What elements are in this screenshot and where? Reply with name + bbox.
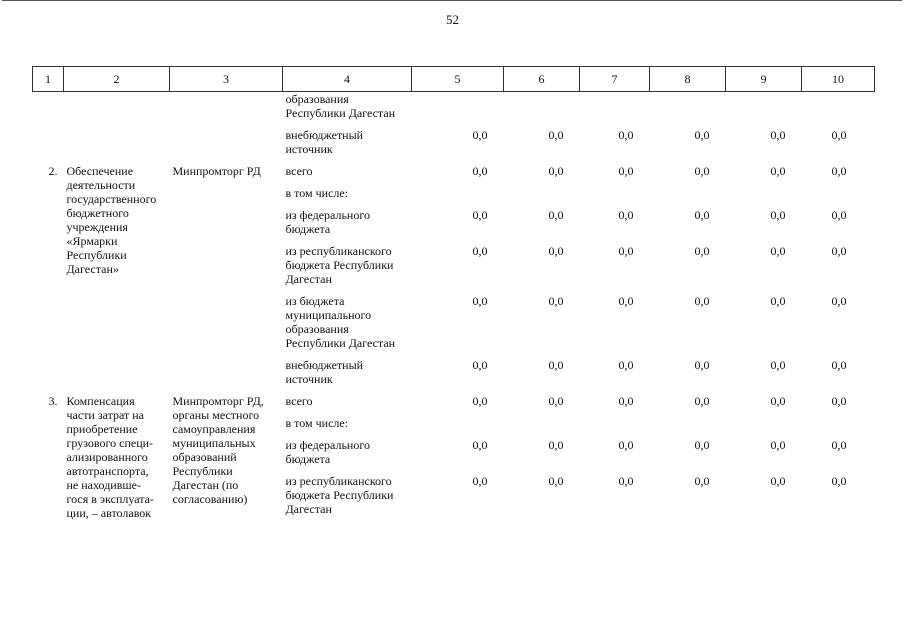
value-cell: 0,0 (548, 128, 564, 142)
value-cell (412, 92, 504, 121)
item-number: 3. (48, 394, 58, 408)
column-header: 9 (726, 67, 802, 92)
value-cell: 0,0 (618, 394, 634, 408)
spacer-cell (283, 200, 875, 208)
funding-source-cell: из республиканского бюджета Республики Дагестан (285, 474, 394, 516)
funding-source-cell: из федерального бюджета (285, 438, 370, 466)
spacer-cell (33, 120, 875, 128)
spacer-cell (283, 386, 875, 394)
spacer-cell (33, 156, 875, 164)
value-cell (802, 416, 875, 430)
value-cell: 0,0 (770, 358, 786, 372)
value-cell (504, 416, 580, 430)
value-cell: 0,0 (831, 394, 847, 408)
table-row (33, 164, 875, 178)
value-cell: 0,0 (770, 294, 786, 308)
value-cell (802, 92, 875, 121)
spacer-cell (283, 286, 875, 294)
funding-source-cell: внебюджетный источник (285, 358, 364, 386)
value-cell: 0,0 (694, 394, 710, 408)
funding-source-cell: из республиканского бюджета Республики Дагестан (285, 244, 394, 286)
value-cell: 0,0 (618, 128, 634, 142)
funding-source-cell: в том числе: (285, 416, 349, 430)
spacer-cell (283, 350, 875, 358)
value-cell (580, 186, 650, 200)
value-cell: 0,0 (694, 438, 710, 452)
column-header: 1 (33, 67, 64, 92)
value-cell: 0,0 (694, 128, 710, 142)
value-cell: 0,0 (770, 164, 786, 178)
value-cell (726, 186, 802, 200)
funding-source-cell: в том числе: (285, 186, 349, 200)
executor-cell (170, 92, 283, 121)
value-cell: 0,0 (694, 294, 710, 308)
value-cell: 0,0 (548, 474, 564, 488)
value-cell: 0,0 (548, 244, 564, 258)
funding-source-cell: из федерального бюджета (285, 208, 370, 236)
column-header: 6 (504, 67, 580, 92)
value-cell: 0,0 (694, 244, 710, 258)
spacer-cell (283, 236, 875, 244)
value-cell: 0,0 (472, 394, 488, 408)
table-row (33, 92, 875, 121)
value-cell (650, 416, 726, 430)
value-cell (726, 92, 802, 121)
value-cell: 0,0 (548, 394, 564, 408)
spacer-cell (283, 178, 875, 186)
value-cell: 0,0 (472, 164, 488, 178)
value-cell: 0,0 (831, 164, 847, 178)
table-row (33, 128, 875, 156)
value-cell: 0,0 (472, 244, 488, 258)
page-number: 52 (446, 12, 459, 27)
number-cell (33, 92, 64, 121)
executor-cell: Минпромторг РД, органы местного самоуправления муниципальных образований Республики Дагестан (по согласованию) (172, 394, 264, 506)
column-header: 5 (412, 67, 504, 92)
value-cell: 0,0 (618, 164, 634, 178)
value-cell: 0,0 (472, 438, 488, 452)
value-cell: 0,0 (618, 244, 634, 258)
value-cell (504, 92, 580, 121)
column-header: 4 (283, 67, 412, 92)
spacer-cell (283, 408, 875, 416)
funding-source-cell: образования Республики Дагестан (285, 92, 396, 120)
value-cell: 0,0 (548, 438, 564, 452)
spacer-cell (283, 516, 875, 524)
column-header: 2 (64, 67, 170, 92)
value-cell (580, 416, 650, 430)
value-cell: 0,0 (472, 474, 488, 488)
event-name-cell (64, 92, 170, 121)
number-cell (33, 128, 64, 156)
value-cell (412, 186, 504, 200)
value-cell: 0,0 (618, 208, 634, 222)
funding-source-cell: всего (285, 394, 313, 408)
value-cell: 0,0 (831, 294, 847, 308)
executor-cell (170, 128, 283, 156)
column-header: 3 (170, 67, 283, 92)
value-cell (726, 416, 802, 430)
value-cell: 0,0 (694, 164, 710, 178)
spacer-cell (283, 466, 875, 474)
value-cell (650, 186, 726, 200)
top-rule (2, 0, 902, 1)
funding-source-cell: всего (285, 164, 313, 178)
table-row (33, 394, 875, 408)
event-name-cell (64, 128, 170, 156)
row-spacer (33, 156, 875, 164)
value-cell: 0,0 (831, 438, 847, 452)
header-row (33, 67, 875, 92)
value-cell (650, 92, 726, 121)
value-cell: 0,0 (548, 358, 564, 372)
value-cell: 0,0 (618, 438, 634, 452)
event-name-cell: Обеспечение деятельности государственного бюджетного учреждения «Ярмарки Республики Дагестан» (66, 164, 157, 276)
value-cell: 0,0 (472, 128, 488, 142)
column-header: 7 (580, 67, 650, 92)
value-cell (580, 92, 650, 121)
value-cell (412, 416, 504, 430)
value-cell: 0,0 (831, 128, 847, 142)
value-cell (504, 186, 580, 200)
value-cell: 0,0 (770, 474, 786, 488)
value-cell: 0,0 (770, 244, 786, 258)
value-cell: 0,0 (770, 208, 786, 222)
value-cell: 0,0 (618, 294, 634, 308)
value-cell: 0,0 (618, 358, 634, 372)
value-cell: 0,0 (472, 294, 488, 308)
funding-source-cell: из бюджета муниципального образования Республики Дагестан (285, 294, 396, 350)
value-cell: 0,0 (831, 474, 847, 488)
value-cell: 0,0 (694, 208, 710, 222)
value-cell: 0,0 (548, 294, 564, 308)
spacer-cell (283, 430, 875, 438)
value-cell: 0,0 (770, 128, 786, 142)
item-number: 2. (48, 164, 58, 178)
value-cell: 0,0 (770, 394, 786, 408)
budget-table (32, 66, 875, 524)
value-cell: 0,0 (548, 164, 564, 178)
column-header: 8 (650, 67, 726, 92)
column-header: 10 (802, 67, 875, 92)
value-cell: 0,0 (548, 208, 564, 222)
value-cell: 0,0 (694, 358, 710, 372)
funding-source-cell: внебюджетный источник (285, 128, 364, 156)
value-cell: 0,0 (831, 208, 847, 222)
row-spacer (33, 120, 875, 128)
value-cell: 0,0 (694, 474, 710, 488)
value-cell: 0,0 (770, 438, 786, 452)
executor-cell: Минпромторг РД (172, 164, 261, 178)
value-cell: 0,0 (618, 474, 634, 488)
value-cell (802, 186, 875, 200)
value-cell: 0,0 (831, 244, 847, 258)
value-cell: 0,0 (831, 358, 847, 372)
value-cell: 0,0 (472, 208, 488, 222)
event-name-cell: Компенсация части затрат на приобретение грузового специ- ализированного автотранспорта, не находивше- гося в эксплуата- ции, – автолавок (66, 394, 154, 520)
value-cell: 0,0 (472, 358, 488, 372)
